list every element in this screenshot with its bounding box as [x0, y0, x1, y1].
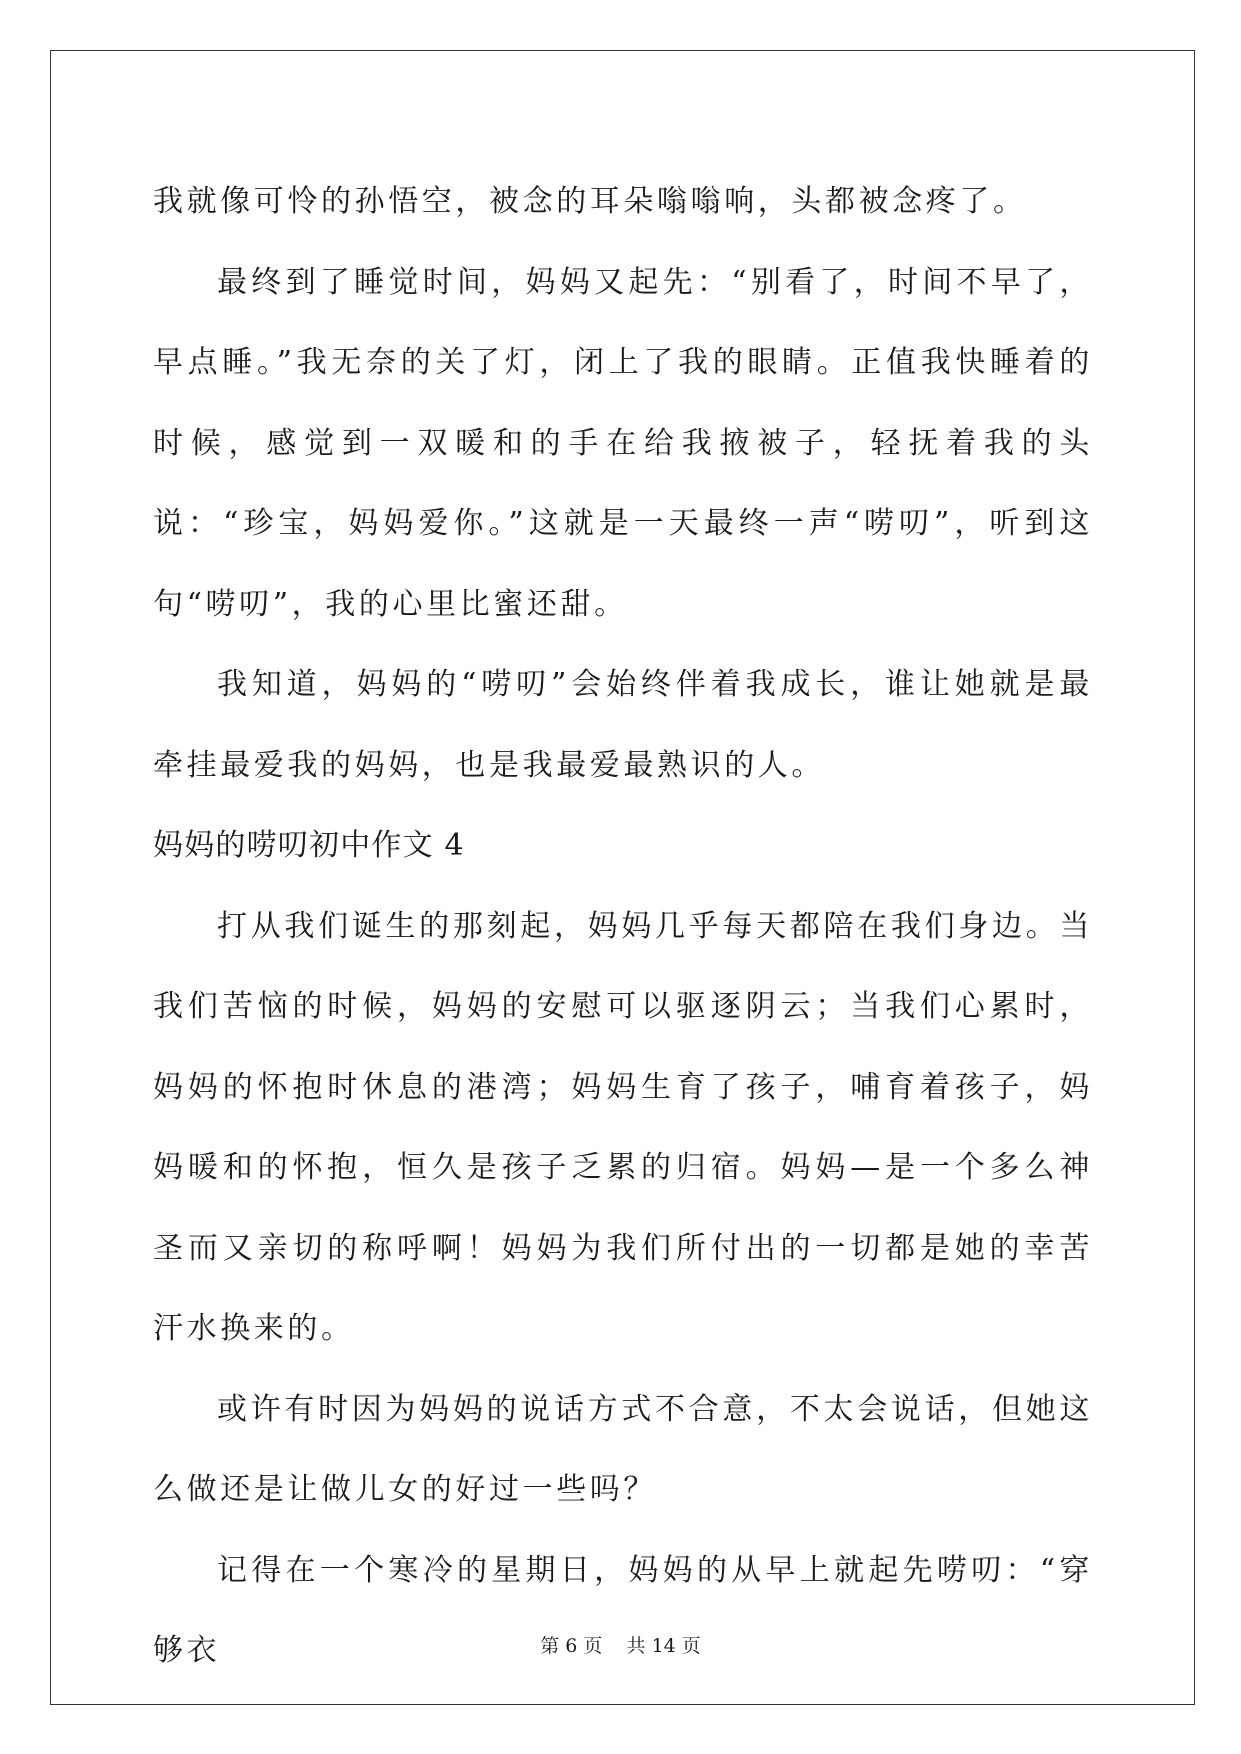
paragraph-2: 最终到了睡觉时间，妈妈又起先：“别看了，时间不早了，早点睡。”我无奈的关了灯，闭上了我的眼睛。正值我快睡着的时候，感觉到一双暖和的手在给我掖被子，轻抚着我的头说：“珍宝，妈妈爱你。”这就是一天最终一声“唠叨”，听到这句“唠叨”，我的心里比蜜还甜。: [153, 264, 1093, 622]
paragraph-5: 或许有时因为妈妈的说话方式不合意，不太会说话，但她这么做还是让做儿女的好过一些吗？: [153, 1391, 1093, 1507]
section-heading: 妈妈的唠叨初中作文 4: [153, 828, 465, 863]
document-body: [153, 162, 1093, 1692]
paragraph-3: 我知道，妈妈的“唠叨”会始终伴着我成长，谁让她就是最牵挂最爱我的妈妈，也是我最爱最熟识的人。: [153, 667, 1093, 783]
paragraph-6: 记得在一个寒冷的星期日，妈妈的从早上就起先唠叨：“穿够衣: [153, 1552, 1093, 1668]
paragraph-4: 打从我们诞生的那刻起，妈妈几乎每天都陪在我们身边。当我们苦恼的时候，妈妈的安慰可以驱逐阴云；当我们心累时，妈妈的怀抱时休息的港湾；妈妈生育了孩子，哺育着孩子，妈妈暖和的怀抱，恒久是孩子乏累的归宿。妈妈—是一个多么神圣而又亲切的称呼啊！妈妈为我们所付出的一切都是她的幸苦汗水换来的。: [153, 908, 1093, 1346]
page-footer: 第 6 页 共 14 页: [540, 1635, 701, 1657]
paragraph-1: 我就像可怜的孙悟空，被念的耳朵嗡嗡响，头都被念疼了。: [153, 184, 1027, 219]
